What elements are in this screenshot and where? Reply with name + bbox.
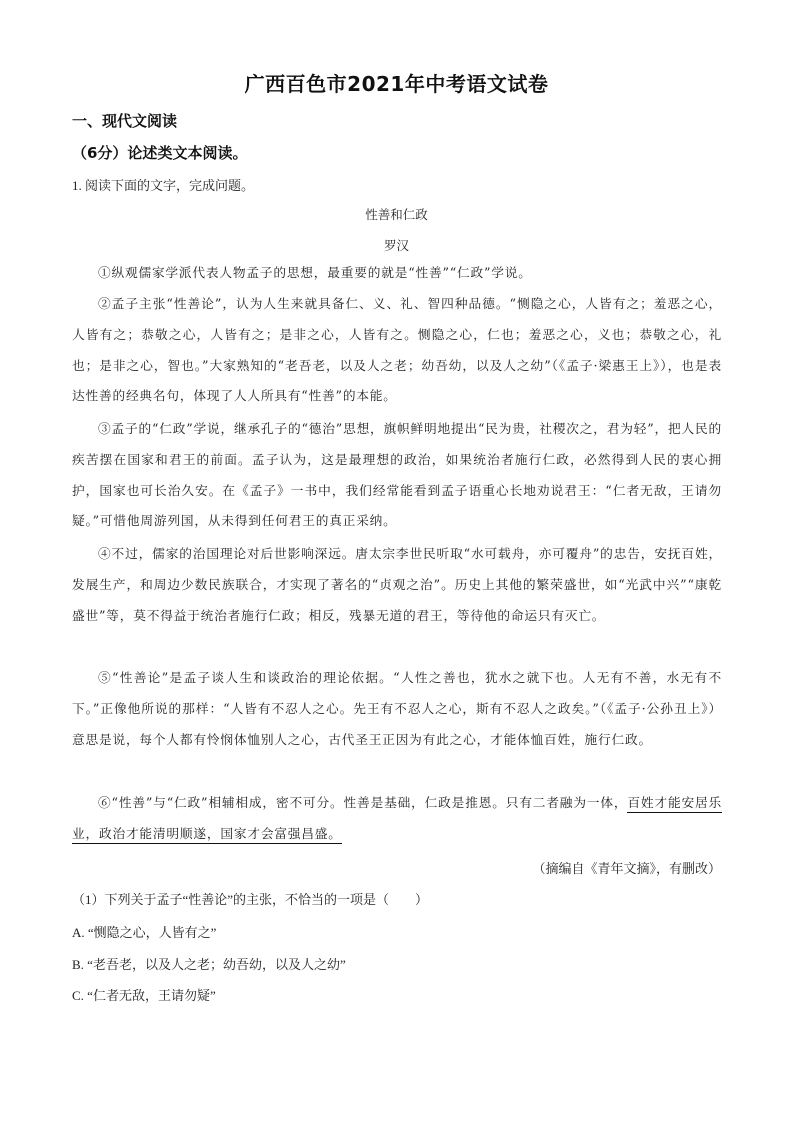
article-source: （摘编自《青年文摘》，有删改） [532,861,721,876]
subsection-heading: （6分）论述类文本阅读。 [72,144,248,162]
article-paragraph-5: ⑤“性善论”是孟子谈人生和谈政治的理论依据。“人性之善也，犹水之就下也。人无有不善，水无有不下。”正像他所说的那样：“人皆有不忍人之心。先王有不忍人之心，斯有不忍人之政矣。”（《孟子·公孙丑上》）意思是说，每个人都有怜悯体恤别人之心，古代圣王正因为有此之心，才能体恤百姓，施行仁政。 [72,670,722,747]
article-paragraph-2: ②孟子主张“性善论”，认为人生来就具备仁、义、礼、智四种品德。“恻隐之心，人皆有之；羞恶之心，人皆有之；恭敬之心，人皆有之；是非之心，人皆有之。恻隐之心，仁也；羞恶之心，义也；恭敬之心，礼也；是非之心，智也。”大家熟知的“老吾老，以及人之老；幼吾幼，以及人之幼”（《孟子·梁惠王上》），也是表达性善的经典名句，体现了人人所具有“性善”的本能。 [72,296,722,404]
question-1-stem: （1）下列关于孟子“性善论”的主张，不恰当的一项是（ ） [72,892,429,907]
option-a: A. “恻隐之心，人皆有之” [72,925,217,940]
page-title: 广西百色市2021年中考语文试卷 [244,72,549,96]
article-paragraph-1: ①纵观儒家学派代表人物孟子的思想，最重要的就是“性善”“仁政”学说。 [98,265,532,280]
underlined-sentence: 百姓才能安居乐业，政治才能清明顺遂，国家才会富强昌盛。 [72,795,722,844]
article-paragraph-6 [72,788,722,850]
option-b: B. “老吾老，以及人之老；幼吾幼，以及人之幼” [72,957,346,972]
section-heading: 一、现代文阅读 [72,112,178,130]
article-title: 性善和仁政 [365,207,428,222]
article-paragraph-4: ④不过，儒家的治国理论对后世影响深远。唐太宗李世民听取“水可载舟，亦可覆舟”的忠告，安抚百姓，发展生产，和周边少数民族联合，才实现了著名的“贞观之治”。历史上其他的繁荣盛世，如“光武中兴”“康乾盛世”等，莫不得益于统治者施行仁政；相反，残暴无道的君王，等待他的命运只有灭亡。 [72,546,722,623]
article-paragraph-3: ③孟子的“仁政”学说，继承孔子的“德治”思想，旗帜鲜明地提出“民为贵，社稷次之，君为轻”，把人民的疾苦摆在国家和君王的前面。孟子认为，这是最理想的政治，如果统治者施行仁政，必然得到人民的衷心拥护，国家也可长治久安。在《孟子》一书中，我们经常能看到孟子语重心长地劝说君王：“仁者无敌，王请勿疑。”可惜他周游列国，从未得到任何君王的真正采纳。 [72,421,722,529]
option-c: C. “仁者无敌，王请勿疑” [72,988,216,1003]
article-author: 罗汉 [383,238,409,253]
paragraph-6-text: ⑥“性善”与“仁政”相辅相成，密不可分。性善是基础，仁政是推恩。只有二者融为一体， [98,795,628,810]
instruction-text: 1. 阅读下面的文字，完成问题。 [72,178,255,193]
